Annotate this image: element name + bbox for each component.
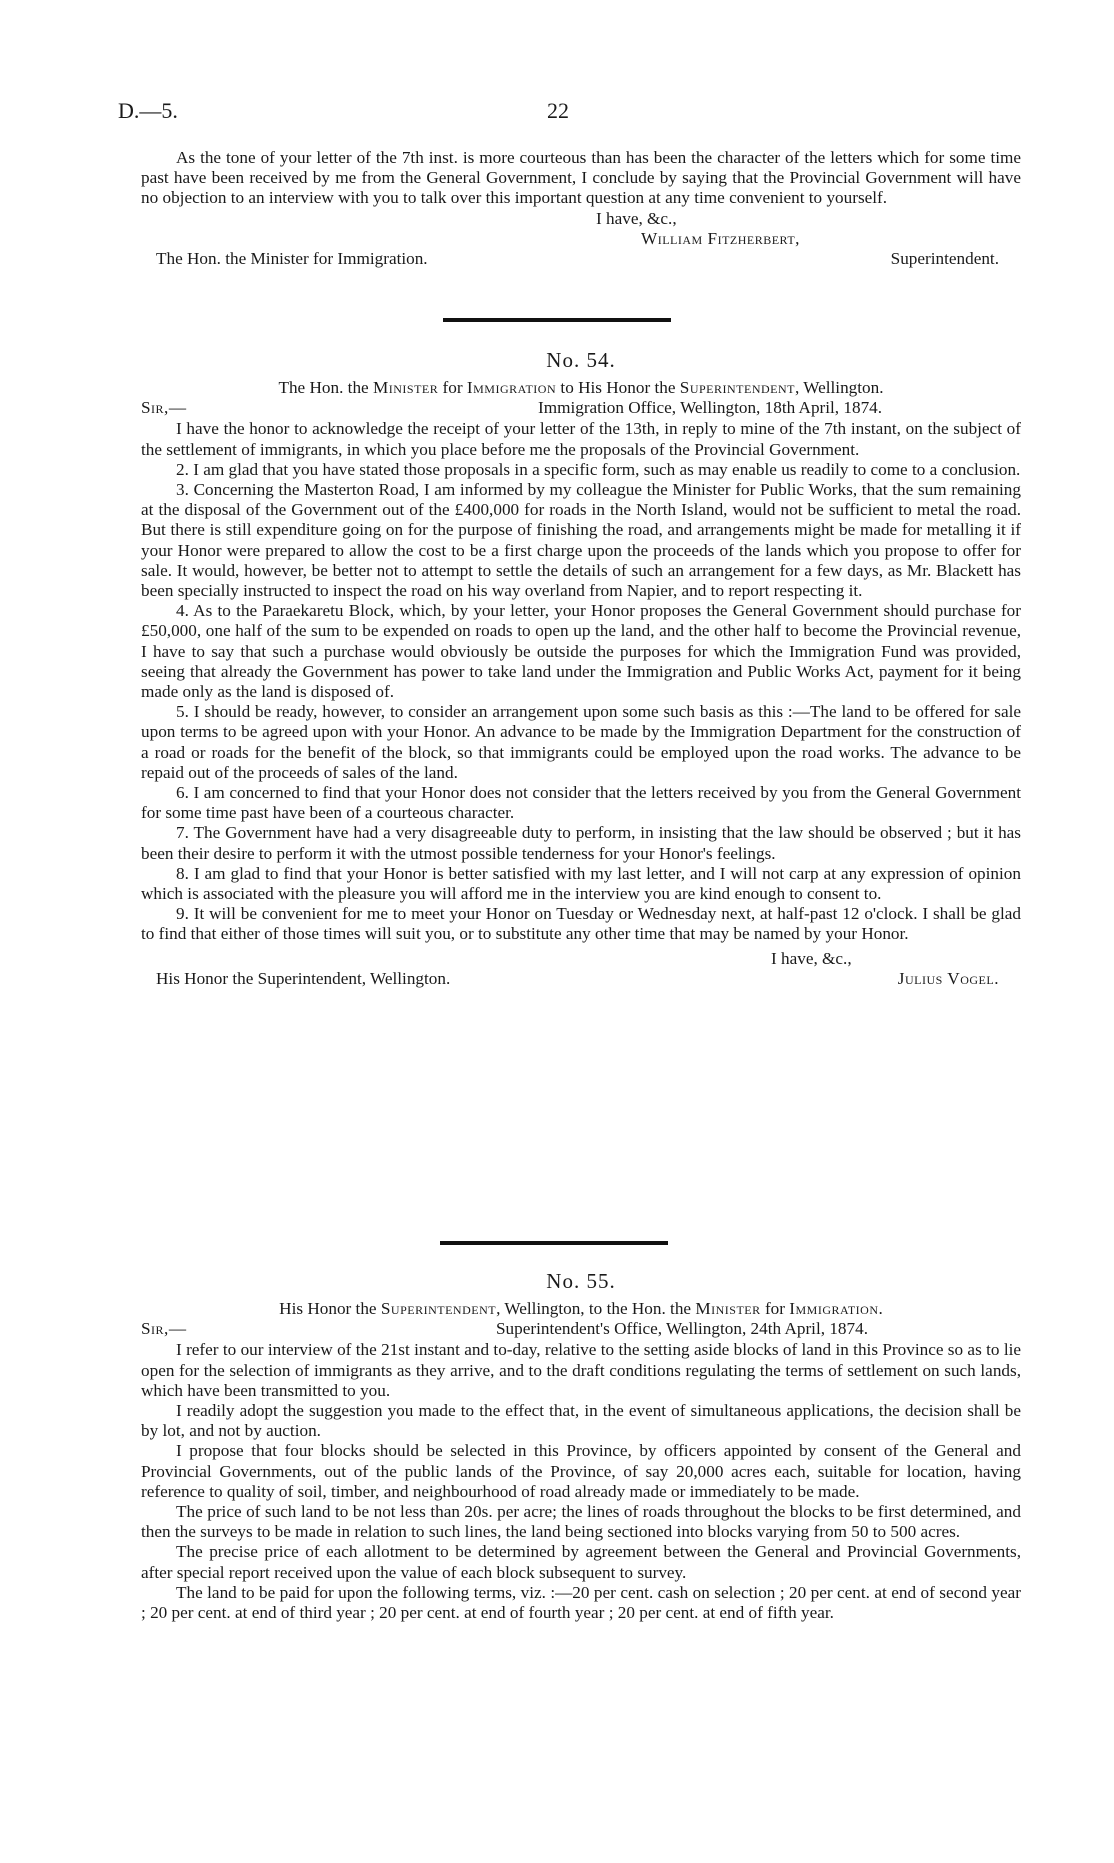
- closing-line: I have, &c.,: [596, 208, 677, 228]
- salutation-row: [141, 398, 1021, 419]
- salutation-row: [141, 1319, 1021, 1340]
- page-number: 22: [547, 98, 569, 123]
- paragraph: 6. I am concerned to find that your Honor does not consider that the letters received by you from the General Government for some time past have been of a courteous character.: [141, 783, 1021, 823]
- letter-number: No. 54.: [546, 348, 616, 372]
- paragraph: The precise price of each allotment to be determined by agreement between the General and Provincial Governments, after special report received upon the value of each block subsequent to survey.: [141, 1542, 1021, 1582]
- paragraph: I propose that four blocks should be selected in this Province, by officers appointed by consent of the General and Provincial Governments, out of the public lands of the Province, of say 20,000 acres each, suitable for location, having reference to quality of soil, timber, and neighbourhood of road already made or immediately to be made.: [141, 1441, 1021, 1501]
- letter-55: [141, 1271, 1021, 1623]
- paragraph: I have the honor to acknowledge the receipt of your letter of the 13th, in reply to mine of the 7th instant, on the subject of the settlement of immigrants, in which you place before me the proposals of the Provincial Government.: [141, 419, 1021, 459]
- section-divider: [443, 318, 671, 322]
- letter-number: No. 55.: [546, 1269, 616, 1293]
- recipient: The Hon. the Minister for Immigration.: [156, 249, 428, 269]
- paragraph: The price of such land to be not less than 20s. per acre; the lines of roads throughout the blocks to be first determined, and then the surveys to be made in relation to such lines, the land being sectioned into blocks varying from 50 to 500 acres.: [141, 1502, 1021, 1542]
- paragraph: 5. I should be ready, however, to consider an arrangement upon some such basis as this :—The land to be offered for sale upon terms to be agreed upon with your Honor. An advance to be made by the Immigration Department for the construction of a road or roads for the benefit of the block, so that immigrants could be employed upon the road works. The advance to be repaid out of the proceeds of sales of the land.: [141, 702, 1021, 782]
- signatory: Julius Vogel.: [897, 968, 999, 988]
- paragraph: 3. Concerning the Masterton Road, I am informed by my colleague the Minister for Public Works, that the sum remaining at the disposal of the Government out of the £400,000 for roads in the North Island, would not be sufficient to metal the road. But there is still expenditure going on for the purpose of finishing the road, and arrangements might be made for metalling it if your Honor were prepared to allow the cost to be a first charge upon the proceeds of the lands which you propose to offer for sale. It would, however, be better not to attempt to settle the details of such an arrangement for a few days, as Mr. Blackett has been specially instructed to inspect the road on his way overland from Napier, and to report respecting it.: [141, 480, 1021, 601]
- paragraph: 8. I am glad to find that your Honor is better satisfied with my last letter, and I will not carp at any expression of opinion which is associated with the pleasure you will afford me in the interview you are kind enough to consent to.: [141, 863, 1021, 904]
- paragraph: 2. I am glad that you have stated those proposals in a specific form, such as may enable us readily to come to a conclusion.: [176, 459, 1021, 479]
- place-date: Immigration Office, Wellington, 18th April, 1874.: [538, 398, 883, 418]
- paragraph: 7. The Government have had a very disagreeable duty to perform, in insisting that the law should be observed ; but it has been their desire to perform it with the utmost possible tenderness for your Honor's feelings.: [141, 823, 1021, 863]
- place-date: Superintendent's Office, Wellington, 24th April, 1874.: [496, 1319, 868, 1339]
- letter-54: [141, 350, 1021, 990]
- signatory: William Fitzherbert,: [641, 228, 800, 248]
- paragraph: 9. It will be convenient for me to meet your Honor on Tuesday or Wednesday next, at half-past 12 o'clock. I shall be glad to find that either of those times will suit you, or to substitute any other time that may be named by your Honor.: [141, 904, 1021, 944]
- letter-subtitle: The Hon. the Minister for Immigration to His Honor the Superintendent, Wellington.: [278, 378, 884, 398]
- signatory-title: Superintendent.: [890, 249, 999, 269]
- salutation: Sir,—: [141, 1319, 187, 1339]
- paragraph: 4. As to the Paraekaretu Block, which, by your letter, your Honor proposes the General Government should purchase for £50,000, one half of the sum to be expended on roads to open up the land, and the other half to become the Provincial revenue, I have to say that such a purchase would obviously be outside the purposes for which the Immigration Fund was provided, seeing that already the Government has power to take land under the Immigration and Public Works Act, payment for it being made only as the land is disposed of.: [141, 601, 1021, 702]
- paragraph: The land to be paid for upon the following terms, viz. :—20 per cent. cash on selection ; 20 per cent. at end of second year ; 20 per cent. at end of third year ; 20 per cent. at end of fourth year ; 20 per cent. at end of fifth year.: [141, 1582, 1021, 1623]
- paragraph: As the tone of your letter of the 7th inst. is more courteous than has been the character of the letters which for some time past have been received by me from the General Government, I conclude by saying that the Provincial Government will have no objection to an interview with you to talk over this important question at any time convenient to yourself.: [141, 148, 1021, 208]
- recipient-row: [141, 249, 1021, 270]
- paragraph: I readily adopt the suggestion you made to the effect that, in the event of simultaneous applications, the decision shall be by lot, and not by auction.: [141, 1401, 1021, 1441]
- salutation: Sir,—: [141, 398, 187, 418]
- page-header: [118, 98, 998, 128]
- letter-subtitle: His Honor the Superintendent, Wellington, to the Hon. the Minister for Immigration.: [279, 1299, 883, 1319]
- recipient: His Honor the Superintendent, Wellington.: [156, 968, 451, 988]
- paragraph: I refer to our interview of the 21st instant and to-day, relative to the setting aside blocks of land in this Province so as to lie open for the selection of immigrants as they arrive, and to the draft conditions regulating the terms of settlement on such lands, which have been transmitted to you.: [141, 1340, 1021, 1400]
- document-reference: D.—5.: [118, 98, 178, 123]
- recipient-row: [141, 969, 1021, 990]
- closing-line: I have, &c.,: [771, 948, 852, 968]
- letter-53-continuation: [141, 148, 1021, 270]
- section-divider: [440, 1241, 668, 1245]
